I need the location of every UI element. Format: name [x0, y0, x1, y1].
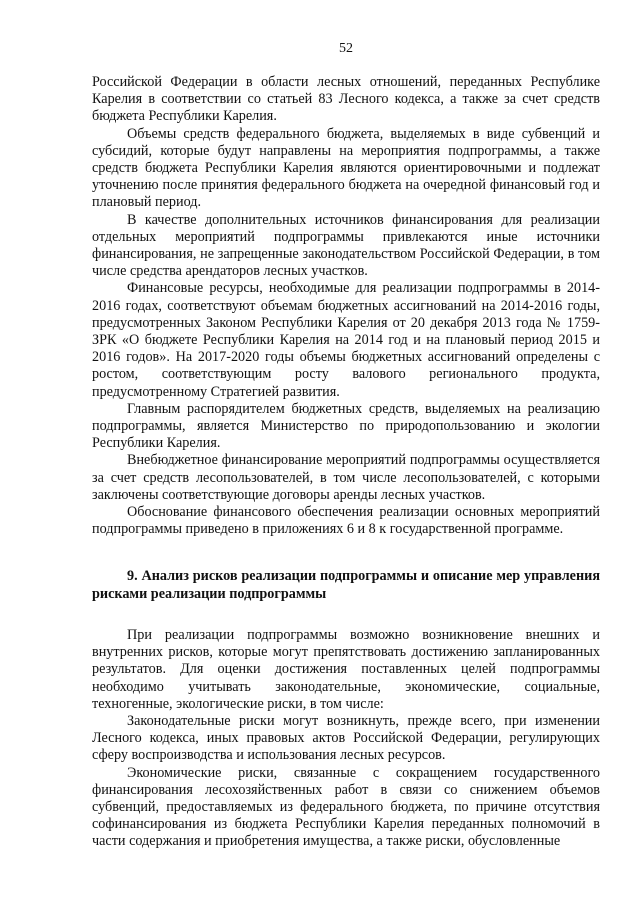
page-number: 52	[339, 41, 353, 56]
paragraph: Главным распорядителем бюджетных средств, выделяемых на реализацию подпрограммы, является Министерство по природопользованию и экологии Республики Карелия.	[92, 400, 600, 452]
document-page	[92, 0, 600, 905]
paragraph: Объемы средств федерального бюджета, выделяемых в виде субвенций и субсидий, которые будут направлены на мероприятия подпрограммы, а также средств бюджета Республики Карелия являются ориентировочными и подлежат уточнению после принятия федерального бюджета на очередной финансовый год и плановый период.	[92, 125, 600, 211]
paragraph: Внебюджетное финансирование мероприятий подпрограммы осуществляется за счет средств лесопользователей, в том числе лесопользователей, с которыми заключены соответствующие договоры аренды лесных участков.	[92, 452, 600, 503]
paragraph: Экономические риски, связанные с сокращением государственного финансирования лесохозяйственных работ в связи со снижением объемов субвенций, предоставляемых из федерального бюджета, по причине отсутствия софинансирования из бюджета Республики Карелия переданных полномочий в части содержания и приобретения имущества, а также риски, обусловленные	[92, 764, 600, 850]
paragraph: В качестве дополнительных источников финансирования для реализации отдельных мероприятий подпрограммы привлекаются иные источники финансирования, не запрещенные законодательством Российской Федерации, в том числе средства арендаторов лесных участков.	[92, 211, 600, 280]
paragraph: Законодательные риски могут возникнуть, прежде всего, при изменении Лесного кодекса, иных правовых актов Российской Федерации, регулирующих сферу воспроизводства и использования лесных ресурсов.	[92, 712, 600, 764]
section-heading: 9. Анализ рисков реализации подпрограммы и описание мер управления рисками реализации подпрограммы	[92, 568, 600, 602]
document-body	[92, 74, 600, 851]
paragraph: Финансовые ресурсы, необходимые для реализации подпрограммы в 2014-2016 годах, соответствуют объемам бюджетных ассигнований на 2014-2016 годы, предусмотренных Законом Республики Карелия от 20 декабря 2013 года № 1759-ЗРК «О бюджете Республики Карелия на 2014 год и на плановый период 2015 и 2016 годов». На 2017-2020 годы объемы бюджетных ассигнований определены с ростом, соответствующим росту валового регионального продукта, предусмотренному Стратегией развития.	[92, 280, 600, 400]
paragraph: При реализации подпрограммы возможно возникновение внешних и внутренних рисков, которые могут препятствовать достижению запланированных результатов. Для оценки достижения поставленных целей подпрограммы необходимо учитывать законодательные, экономические, социальные, техногенные, экологические риски, в том числе:	[92, 626, 600, 712]
paragraph: Обоснование финансового обеспечения реализации основных мероприятий подпрограммы приведено в приложениях 6 и 8 к государственной программе.	[92, 504, 600, 538]
paragraph: Российской Федерации в области лесных отношений, переданных Республике Карелия в соответствии со статьей 83 Лесного кодекса, а также за счет средств бюджета Республики Карелия.	[92, 74, 600, 125]
